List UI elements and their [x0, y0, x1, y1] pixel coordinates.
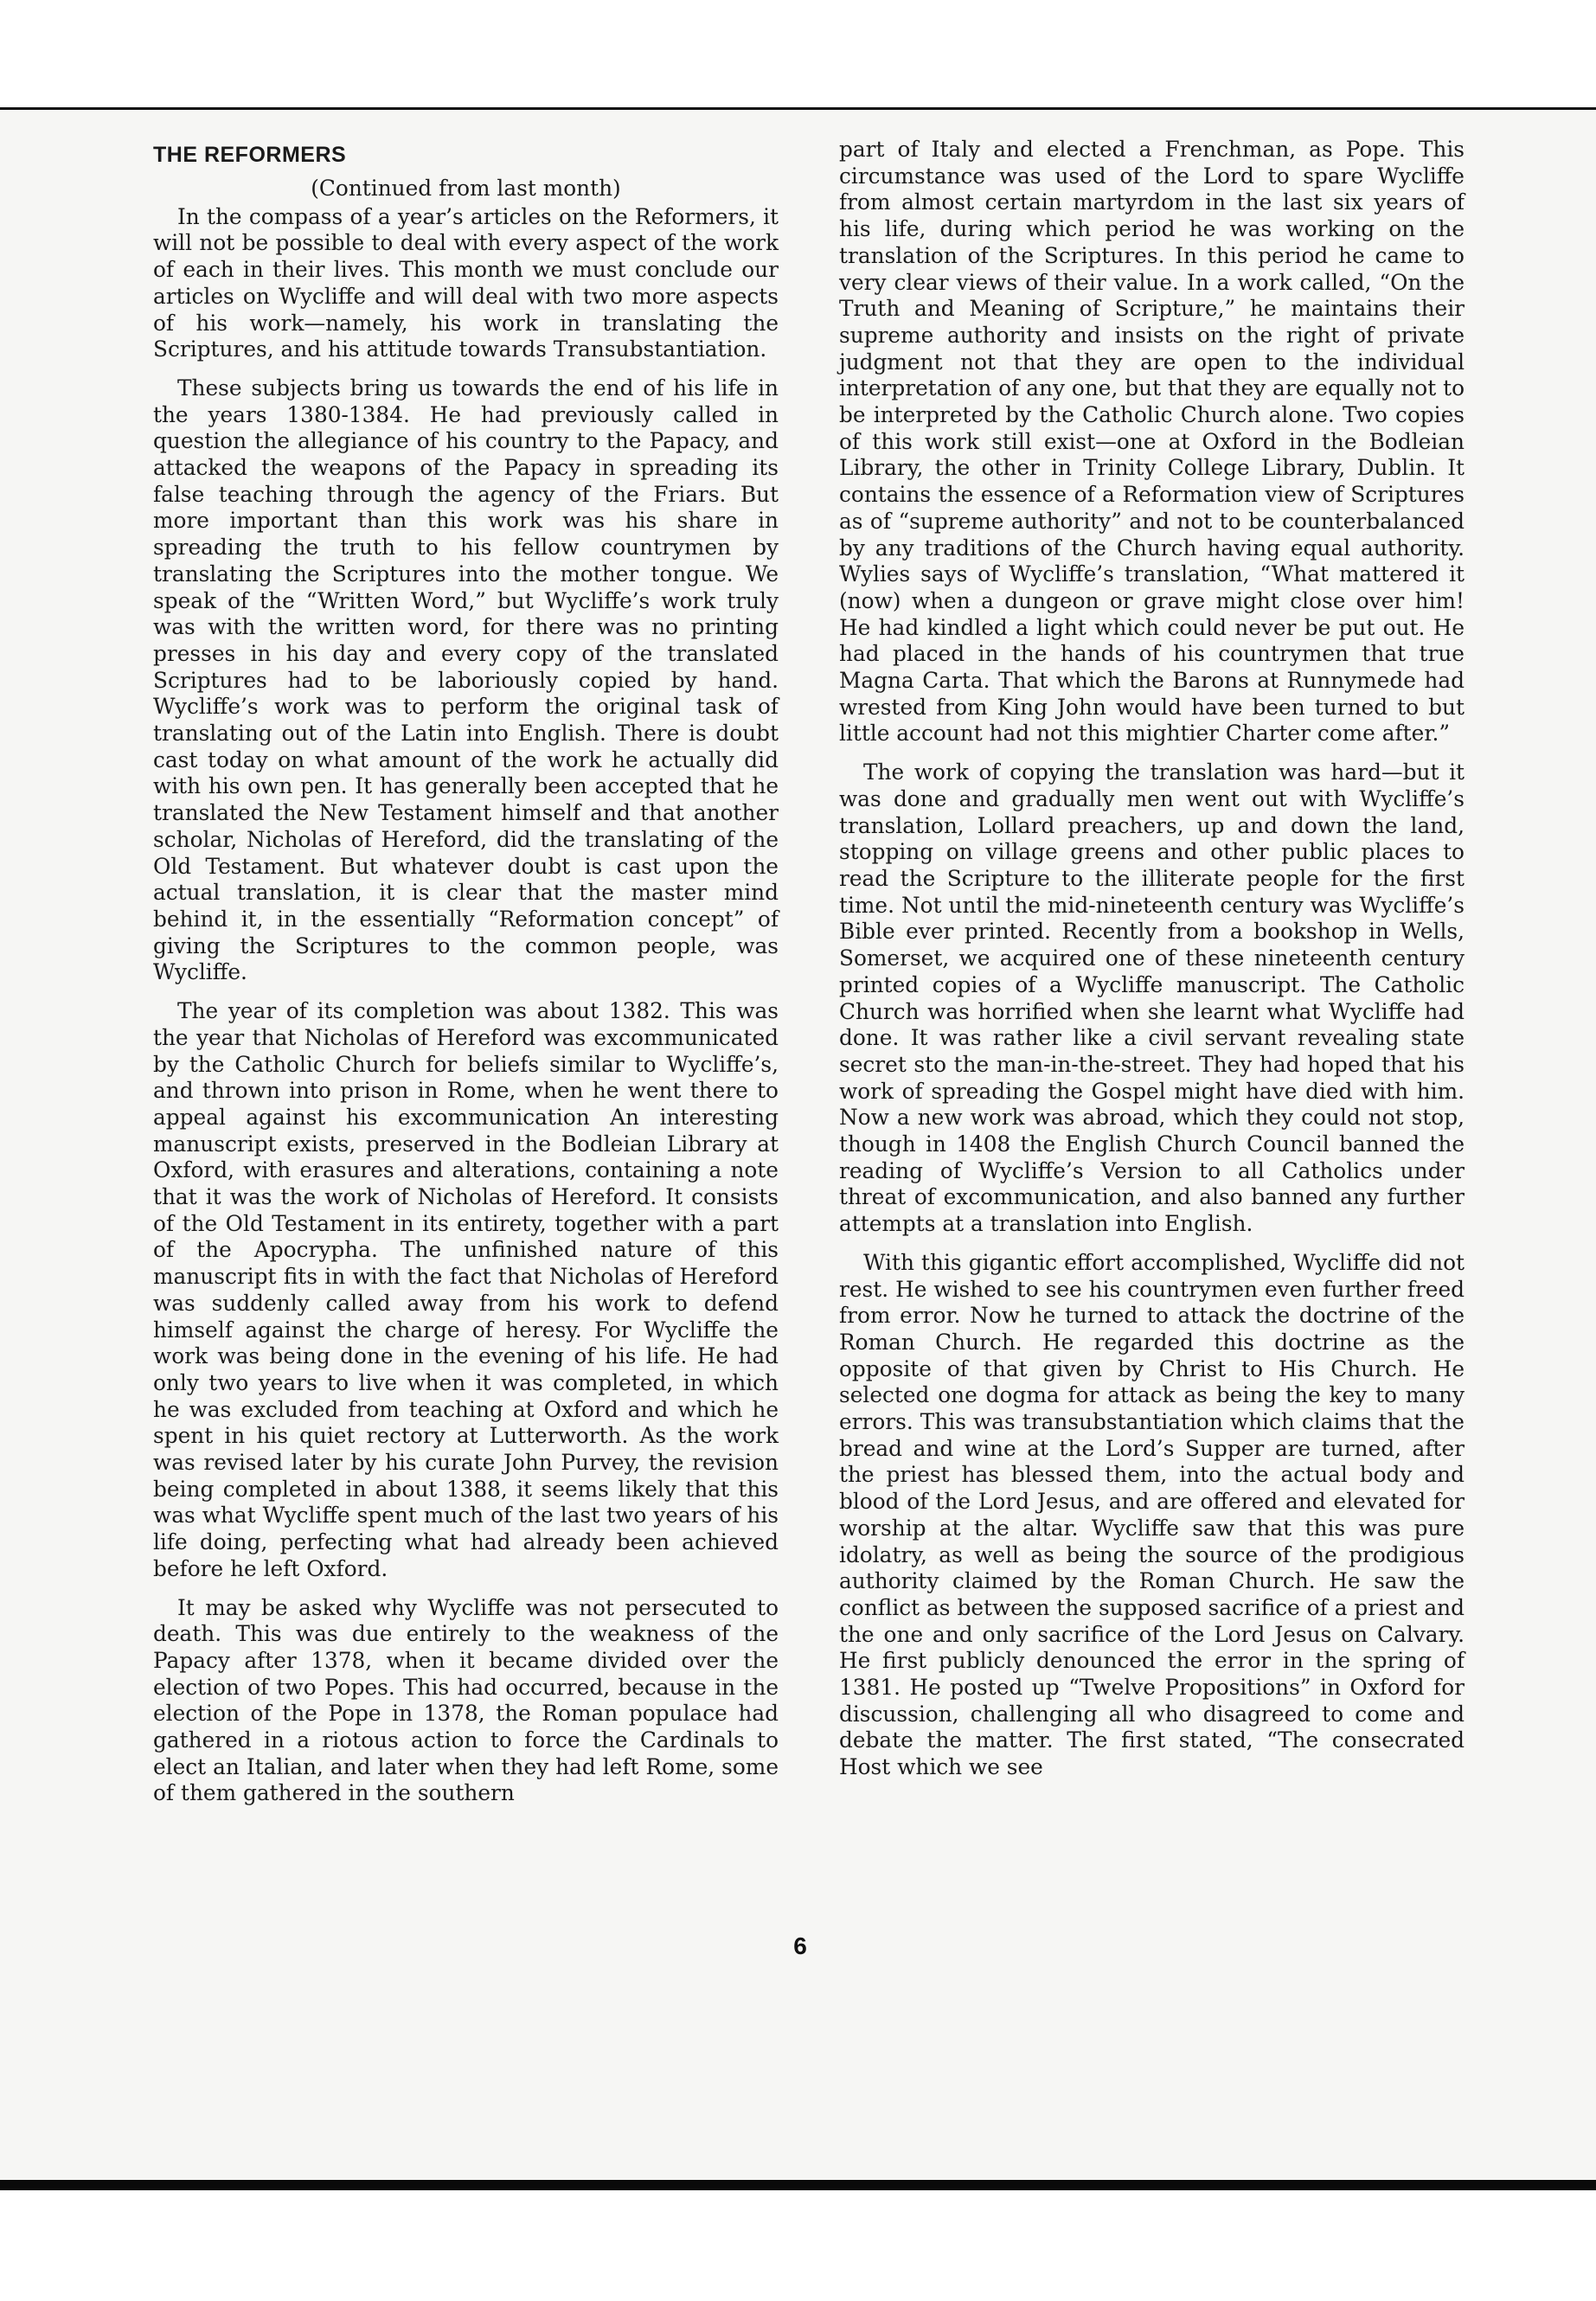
paragraph: The work of copying the translation was hard—but it was done and gradually men went out with Wycliffe’s translation, Lollard preachers, up and down the land, stopping on village greens and other public places to read the Scripture to the illiterate people for the first time. Not until the mid-nineteenth century was Wycliffe’s Bible ever printed. Recently from a bookshop in Wells, Somerset, we acquired one of these nineteenth century printed copies of a Wycliffe manuscript. The Catholic Church was horrified when she learnt what Wycliffe had done. It was rather like a civil servant revealing state secret sto the man-in-the-street. They had hoped that his work of spreading the Gospel might have died with him. Now a new work was abroad, which they could not stop, though in 1408 the English Church Council banned the reading of Wycliffe’s Version to all Catholics under threat of excommunication, and also banned any further attempts at a translation into English.: [839, 760, 1465, 1237]
article-heading: THE REFORMERS: [153, 143, 347, 167]
right-column: [839, 137, 1465, 1793]
paragraph: The year of its completion was about 1382. This was the year that Nicholas of Hereford was excommunicated by the Catholic Church for beliefs similar to Wycliffe’s, and thrown into prison in Rome, when he went there to appeal against his excommunication An interesting manuscript exists, preserved in the Bodleian Library at Oxford, with erasures and alterations, containing a note that it was the work of Nicholas of Hereford. It consists of the Old Testament in its entirety, together with a part of the Apocrypha. The unfinished nature of this manuscript fits in with the fact that Nicholas of Hereford was suddenly called away from his work to defend himself against the charge of heresy. For Wycliffe the work was being done in the evening of his life. He had only two years to live when it was completed, in which he was excluded from teaching at Oxford and which he spent in his quiet rectory at Lutterworth. As the work was revised later by his curate John Purvey, the revision being completed in about 1388, it seems likely that this was what Wycliffe spent much of the last two years of his life doing, perfecting what had already been achieved before he left Oxford.: [153, 998, 779, 1581]
paragraph: With this gigantic effort accomplished, Wycliffe did not rest. He wished to see his countrymen even further freed from error. Now he turned to attack the doctrine of the Roman Church. He regarded this doctrine as the opposite of that given by Christ to His Church. He selected one dogma for attack as being the key to many errors. This was transubstantiation which claims that the bread and wine at the Lord’s Supper are turned, after the priest has blessed them, into the actual body and blood of the Lord Jesus, and are offered and elevated for worship at the altar. Wycliffe saw that this was pure idolatry, as well as being the source of the prodigious authority claimed by the Roman Church. He saw the conflict as between the supposed sacrifice of a priest and the one and only sacrifice of the Lord Jesus on Calvary. He first publicly denounced the error in the spring of 1381. He posted up “Twelve Propositions” in Oxford for discussion, challenging all who disagreed to come and debate the matter. The first stated, “The consecrated Host which we see: [839, 1249, 1465, 1780]
paragraph: These subjects bring us towards the end of his life in the years 1380-1384. He had previously called in question the allegiance of his country to the Papacy, and attacked the weapons of the Papacy in spreading its false teaching through the agency of the Friars. But more important than this work was his share in spreading the truth to his fellow countrymen by translating the Scriptures into the mother tongue. We speak of the “Written Word,” but Wycliffe’s work truly was with the written word, for there was no printing presses in his day and every copy of the translated Scriptures had to be laboriously copied by hand. Wycliffe’s work was to perform the original task of translating out of the Latin into English. There is doubt cast today on what amount of the work he actually did with his own pen. It has generally been accepted that he translated the New Testament himself and that another scholar, Nicholas of Hereford, did the translating of the Old Testament. But whatever doubt is cast upon the actual translation, it is clear that the master mind behind it, in the essentially “Reformation concept” of giving the Scriptures to the common people, was Wycliffe.: [153, 375, 779, 985]
page-number: 6: [793, 1932, 807, 1959]
paragraph: It may be asked why Wycliffe was not persecuted to death. This was due entirely to the weakness of the Papacy after 1378, when it became divided over the election of two Popes. This had occurred, because in the election of the Pope in 1378, the Roman populace had gathered in a riotous action to force the Cardinals to elect an Italian, and later when they had left Rome, some of them gathered in the southern: [153, 1594, 779, 1806]
paragraph: In the compass of a year’s articles on the Reformers, it will not be possible to deal with every aspect of the work of each in their lives. This month we must conclude our articles on Wycliffe and will deal with two more aspects of his work—namely, his work in translating the Scriptures, and his attitude towards Transubstantiation.: [153, 203, 779, 362]
bottom-rule: [0, 2180, 1596, 2190]
article-subtitle: (Continued from last month): [311, 176, 621, 201]
paragraph-continued: part of Italy and elected a Frenchman, as Pope. This circumstance was used of the Lord to spare Wycliffe from almost certain martyrdom in the last six years of his life, during which period he was working on the translation of the Scriptures. In this period he came to very clear views of their value. In a work called, “On the Truth and Meaning of Scripture,” he maintains their supreme authority and insists on the right of private judgment not that they are open to the individual interpretation of any one, but that they are equally not to be interpreted by the Catholic Church alone. Two copies of this work still exist—one at Oxford in the Bodleian Library, the other in Trinity College Library, Dublin. It contains the essence of a Reformation view of Scriptures as of “supreme authority” and not to be counterbalanced by any traditions of the Church having equal authority. Wylies says of Wycliffe’s translation, “What mattered it (now) when a dungeon or grave might close over him! He had kindled a light which could never be put out. He had placed in the hands of his countrymen that true Magna Carta. That which the Barons at Runnymede had wrested from King John would have been turned to but little account had not this mightier Charter come after.”: [839, 137, 1465, 747]
left-column: [153, 136, 779, 1819]
